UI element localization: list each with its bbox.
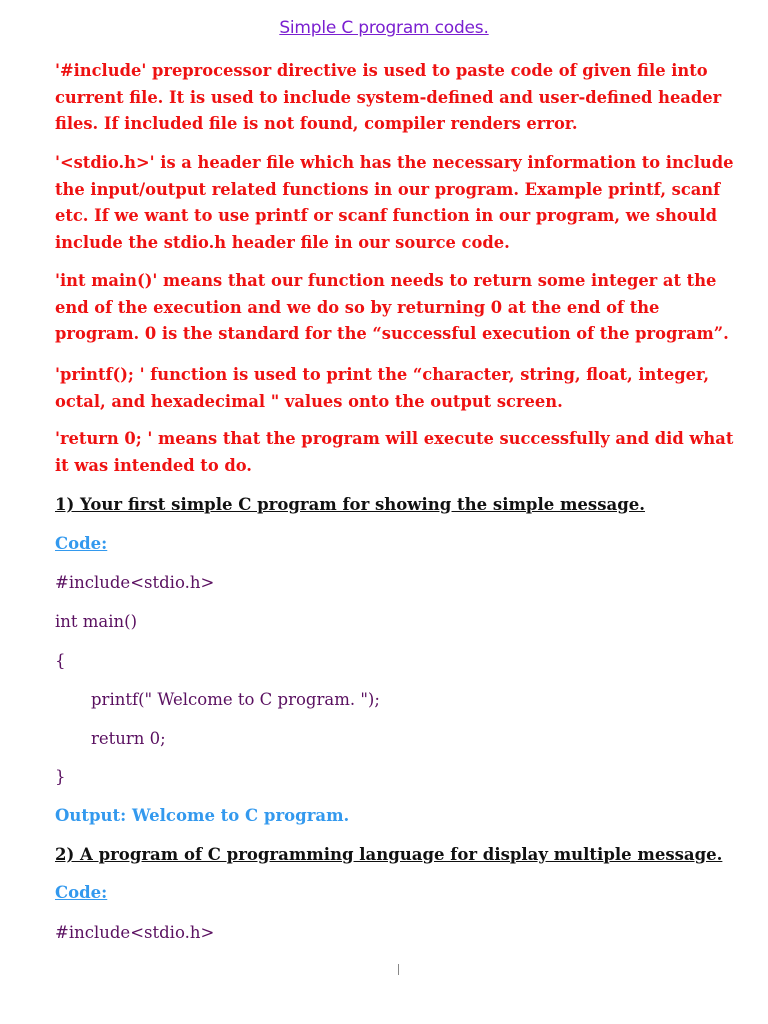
example1-code-label: Code: [55, 534, 108, 553]
page-marker [398, 964, 399, 975]
example1-code-line: return 0; [91, 729, 166, 748]
example1-code-line: #include<stdio.h> [55, 573, 215, 592]
intro-paragraph-return: 'return 0; ' means that the program will execute successfully and did what it was intended to do. [55, 429, 734, 475]
example1-code-line: { [55, 651, 66, 670]
example1-code-line: } [55, 767, 66, 786]
intro-paragraph-printf: 'printf(); ' function is used to print the “character, string, float, integer, octal, and hexadecimal " values onto the output screen. [55, 365, 710, 411]
intro-paragraph-stdio: '<stdio.h>' is a header file which has the necessary information to include the input/output related functions in our program. Example printf, scanf etc. If we want to use printf or scanf function in our program, we should include the stdio.h header file in our source code. [55, 153, 734, 252]
page-title: Simple C program codes. [279, 18, 489, 38]
intro-paragraph-main: 'int main()' means that our function needs to return some integer at the end of the execution and we do so by returning 0 at the end of the program. 0 is the standard for the “successful execution of the program”. [55, 271, 729, 344]
example1-heading: 1) Your first simple C program for showing the simple message. [55, 495, 645, 514]
example1-code-line: printf(" Welcome to C program. "); [91, 690, 380, 709]
example1-code-line: int main() [55, 612, 138, 631]
example2-code-label: Code: [55, 883, 108, 902]
intro-paragraph-include: '#include' preprocessor directive is used to paste code of given file into current file. It is used to include system-defined and user-defined header files. If included file is not found, compiler renders error. [55, 61, 722, 134]
example2-code-line: #include<stdio.h> [55, 923, 215, 942]
example2-heading: 2) A program of C programming language for display multiple message. [55, 845, 723, 864]
example1-output: Output: Welcome to C program. [55, 806, 350, 825]
